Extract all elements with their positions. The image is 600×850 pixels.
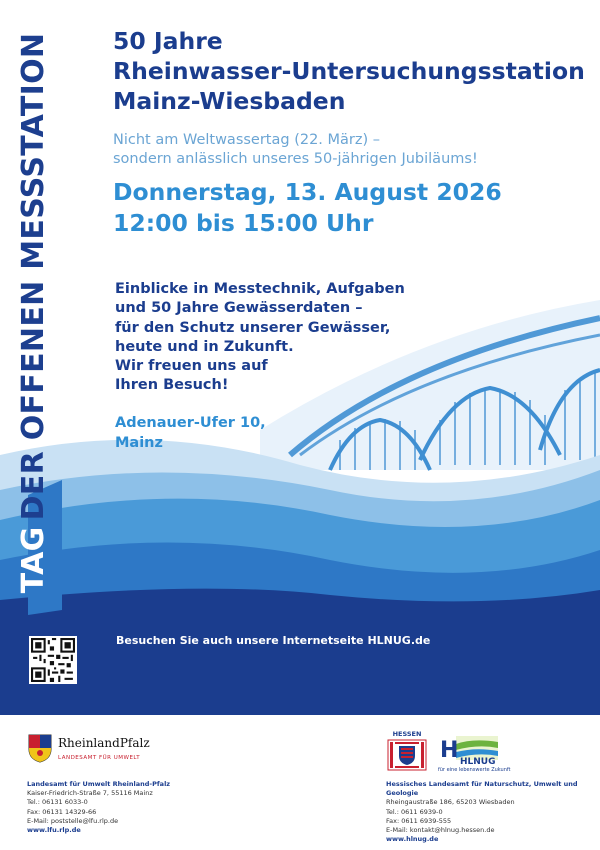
hessen-coat-of-arms-icon [386, 730, 428, 772]
address-street: Adenauer-Ufer 10, [115, 415, 266, 431]
rlp-logo-name: RheinlandPfalz [58, 736, 150, 750]
hessen-label: HESSEN [392, 730, 422, 738]
intro-text [115, 280, 405, 396]
footer-right-address: Rheingaustraße 186, 65203 Wiesbaden [386, 798, 515, 807]
footer-left-contact [27, 780, 247, 835]
intro-line: Einblicke in Messtechnik, Aufgaben [115, 281, 405, 297]
title-line-3: Mainz-Wiesbaden [113, 87, 346, 115]
footer-left-org: Landesamt für Umwelt Rheinland-Pfalz [27, 780, 171, 788]
subtitle [113, 131, 478, 169]
website-note[interactable]: Besuchen Sie auch unsere Internetseite HLNUG.de [116, 634, 431, 647]
event-datetime [113, 177, 502, 239]
intro-line: heute und in Zukunft. [115, 338, 294, 355]
qr-code[interactable] [29, 636, 77, 684]
footer-right-org: Hessisches Landesamt für Naturschutz, Umwelt und Geologie [386, 780, 578, 798]
banner-rest: DER OFFENEN MESSSTATION [15, 32, 51, 521]
title-line-1: 50 Jahre [113, 27, 223, 55]
hlnug-tagline: für eine lebenswerte Zukunft [438, 767, 511, 773]
subtitle-line-1: Nicht am Weltwassertag (22. März) – [113, 132, 381, 148]
rlp-coat-of-arms-icon [27, 733, 53, 763]
footer-right-tel: Tel.: 0611 6939-0 [386, 807, 443, 816]
title-line-2: Rheinwasser-Untersuchungsstation [113, 57, 585, 85]
intro-line: und 50 Jahre Gewässerdaten – [115, 300, 363, 317]
footer-left-fax: Fax: 06131 14329-66 [27, 807, 97, 816]
rlp-logo-sub: LANDESAMT FÜR UMWELT [58, 755, 141, 761]
event-time: 12:00 bis 15:00 Uhr [113, 209, 374, 237]
footer-right-email[interactable]: E-Mail: kontakt@hlnug.hessen.de [386, 826, 495, 835]
footer-right-contact [386, 780, 596, 844]
footer-right-fax: Fax: 0611 6939-555 [386, 816, 452, 825]
banner-word-tag: TAG [15, 526, 51, 594]
event-date: Donnerstag, 13. August 2026 [113, 178, 502, 206]
footer-left-tel: Tel.: 06131 6033-0 [27, 798, 88, 807]
vertical-banner [13, 32, 53, 594]
address-city: Mainz [115, 435, 163, 451]
subtitle-line-2: sondern anlässlich unseres 50-jährigen Jubiläums! [113, 151, 478, 167]
svg-text:H: H [440, 738, 459, 763]
hlnug-logo-icon [438, 730, 500, 766]
qr-code-icon [31, 638, 75, 682]
hlnug-name: HLNUG [460, 757, 496, 766]
footer-left-email[interactable]: E-Mail: poststelle@lfu.rlp.de [27, 816, 119, 825]
page-title [113, 26, 585, 116]
event-address [115, 413, 266, 453]
footer-left-web[interactable]: www.lfu.rlp.de [27, 826, 81, 835]
intro-line: Ihren Besuch! [115, 377, 229, 394]
footer-right-web[interactable]: www.hlnug.de [386, 835, 439, 844]
footer-left-address: Kaiser-Friedrich-Straße 7, 55116 Mainz [27, 789, 153, 798]
intro-line: Wir freuen uns auf [115, 358, 268, 375]
intro-line: für den Schutz unserer Gewässer, [115, 319, 391, 336]
